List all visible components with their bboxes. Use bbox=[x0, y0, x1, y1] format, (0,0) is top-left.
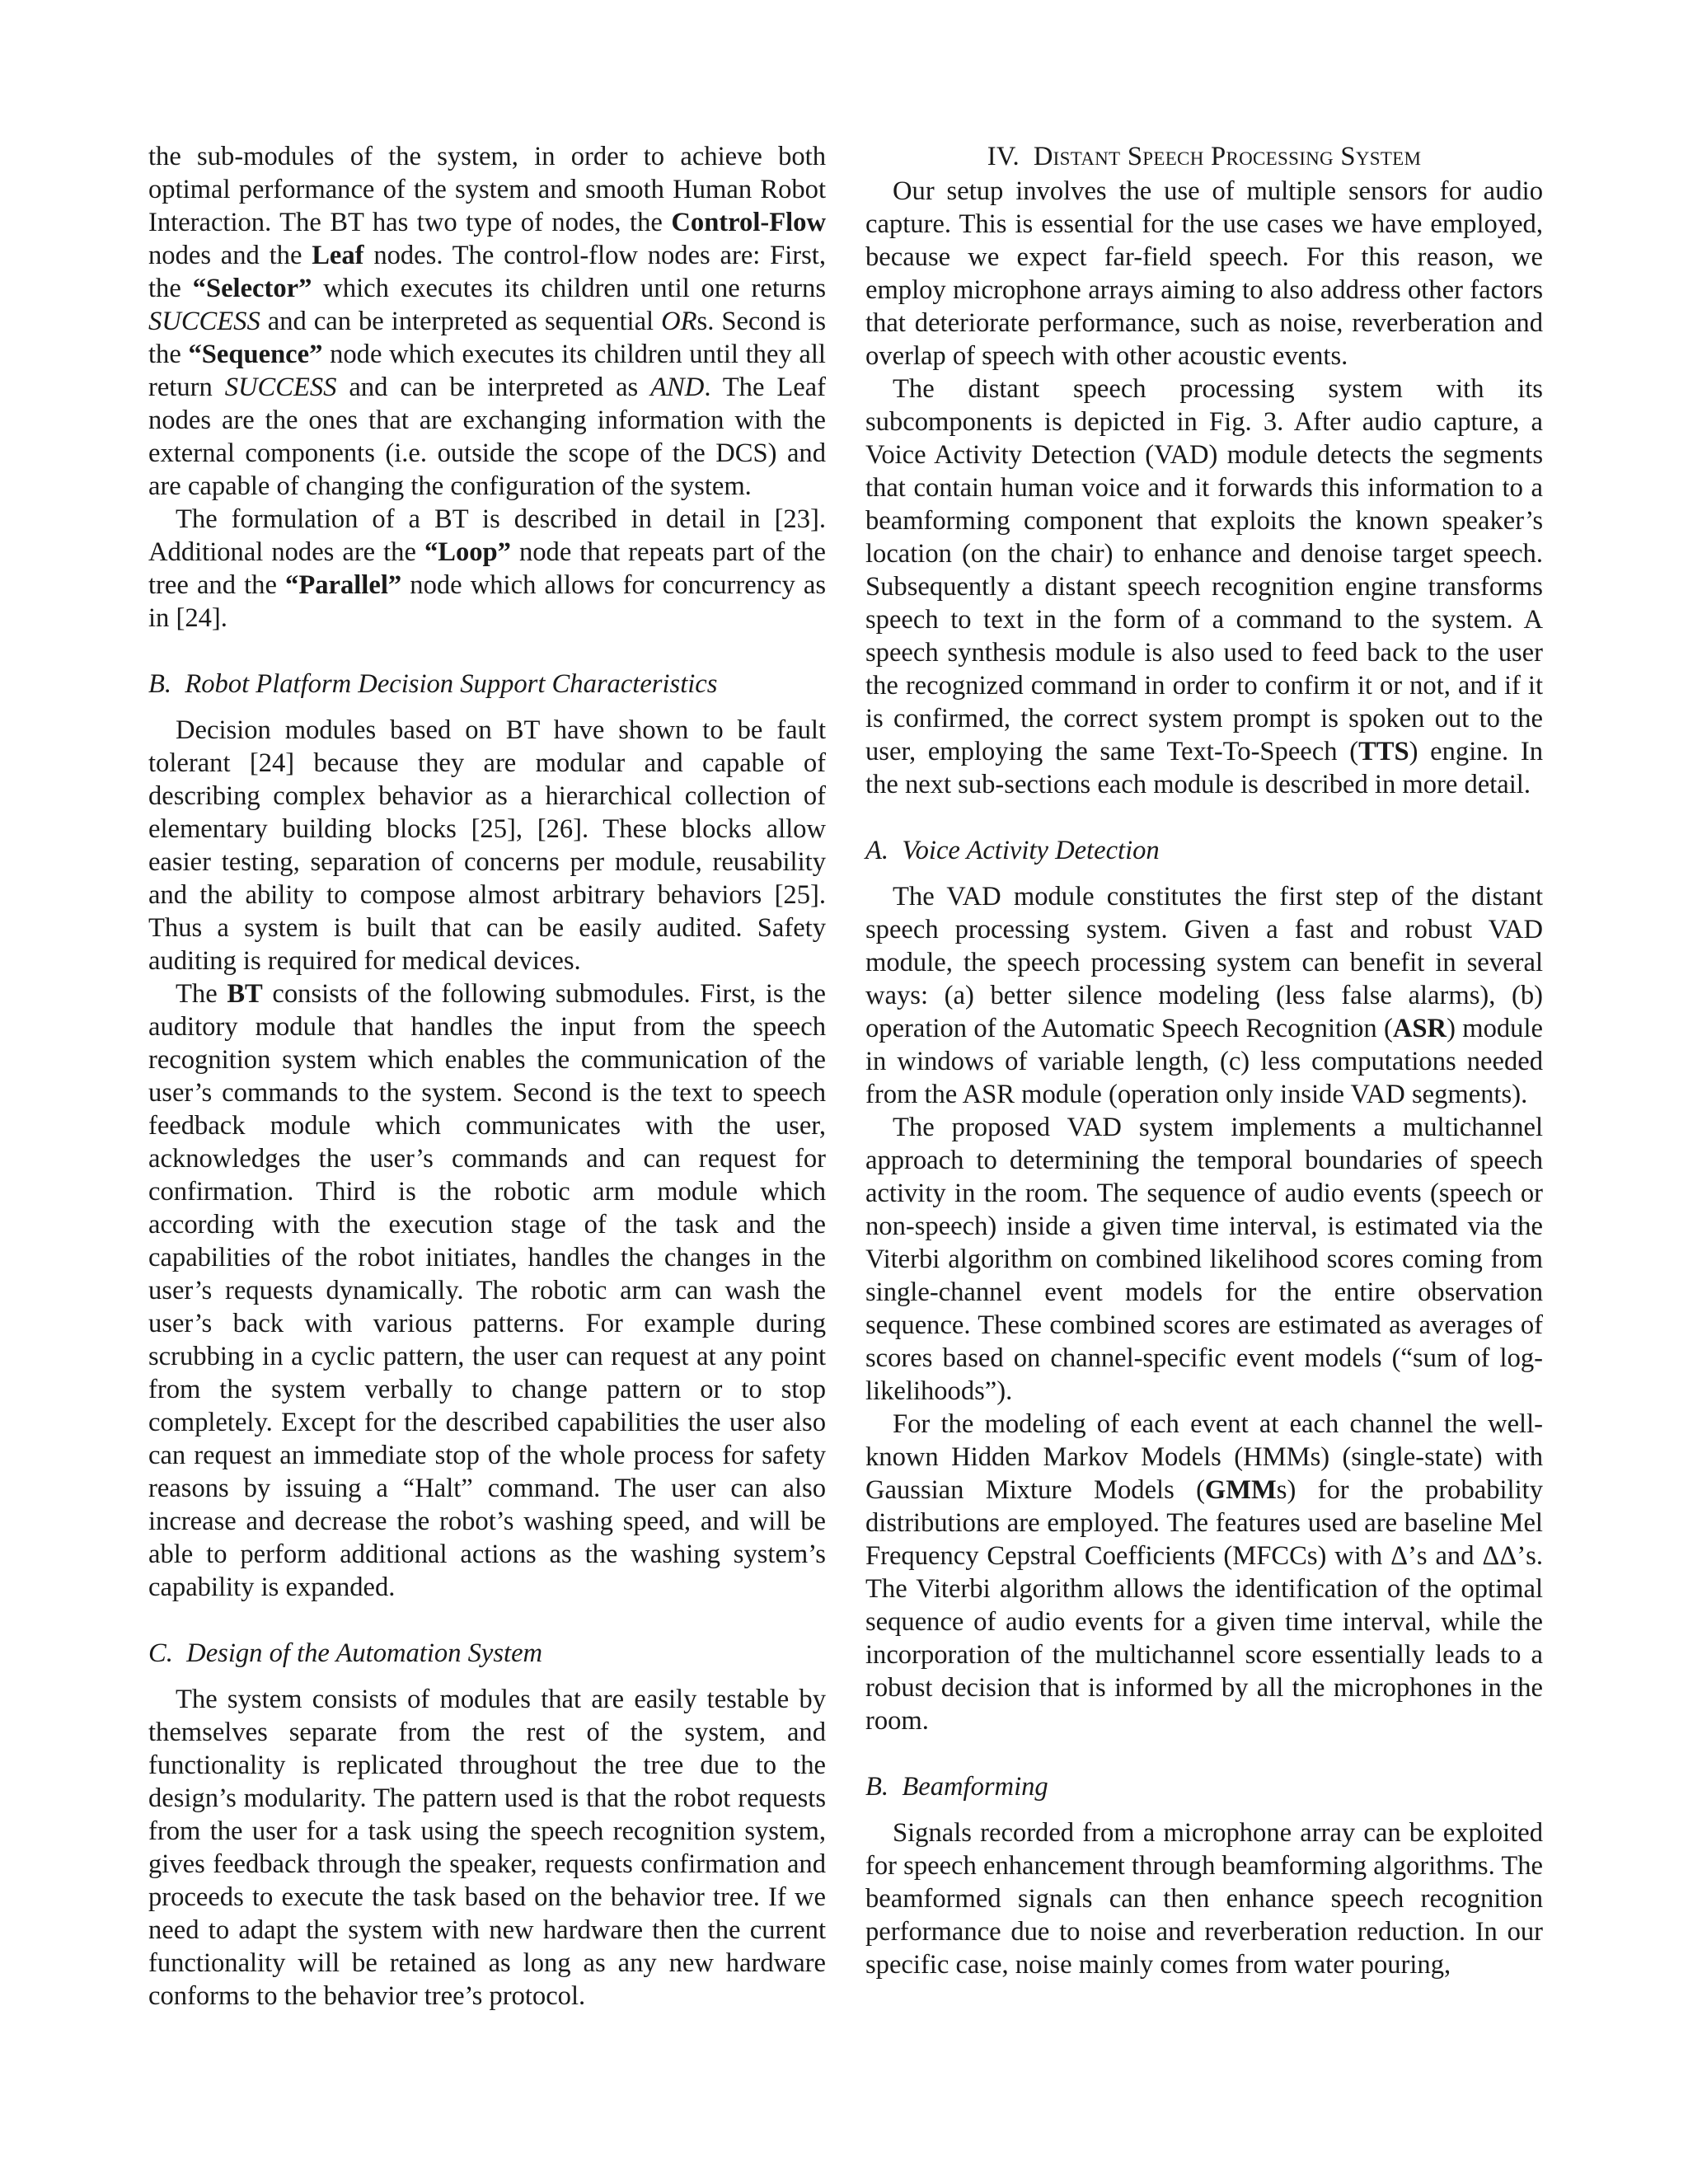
subsection-heading-automation-design: C. Design of the Automation System bbox=[148, 1638, 543, 1668]
paragraph-system-modules: The system consists of modules that are easily testable by themselves separate from the rest of the system, and functionality is replicated throughout the tree due to the design’s modularity. The pattern used is that the robot requests from the user for a task using the speech recognition system, gives feedback through the speaker, requests confirmation and proceeds to execute the task based on the behavior tree. If we need to adapt the system with new hardware then the current functionality will be retained as long as any new hardware conforms to the behavior tree’s protocol. bbox=[148, 1685, 826, 2011]
paragraph-bt-nodes: the sub-modules of the system, in order to achieve both optimal performance of the system and smooth Human Robot Interaction. The BT has two type of nodes, the Control-Flow nodes and the Leaf nodes. The control-flow nodes are: First, the “Selector” which executes its children until one returns SUCCESS and can be interpreted as sequential ORs. Second is the “Sequence” node which executes its children until they all return SUCCESS and can be interpreted as AND. The Leaf nodes are the ones that are exchanging information with the external components (i.e. outside the scope of the DCS) and are capable of changing the configuration of the system. bbox=[148, 142, 827, 501]
left-column bbox=[148, 140, 826, 2013]
paragraph-beamforming: Signals recorded from a microphone array can be exploited for speech enhancement through beamforming algorithms. The beamformed signals can then enhance speech recognition performance due to noise and reverberation reduction. In our specific case, noise mainly comes from water pouring, bbox=[865, 1818, 1543, 1980]
paragraph-bt-formulation: The formulation of a BT is described in detail in [23]. Additional nodes are the “Loop” node that repeats part of the tree and the “Parallel” node which allows for concurrency as in [24]. bbox=[148, 504, 826, 633]
subsection-heading-beamforming: B. Beamforming bbox=[865, 1772, 1048, 1802]
paragraph-hmm-modeling: For the modeling of each event at each channel the well-known Hidden Markov Models (HMMs) (single-state) with Gaussian Mixture Models (GMMs) for the probability distributions are employed. The features used are baseline Mel Frequency Cepstral Coefficients (MFCCs) with Δ’s and ΔΔ’s. The Viterbi algorithm allows the identification of the optimal sequence of audio events for a given time interval, while the incorporation of the multichannel score essentially leads to a robust decision that is informed by all the microphones in the room. bbox=[865, 1409, 1543, 1736]
paragraph-vad-multichannel: The proposed VAD system implements a multichannel approach to determining the temporal boundaries of speech activity in the room. The sequence of audio events (speech or non-speech) inside a given time interval, is estimated via the Viterbi algorithm on combined likelihood scores coming from single-channel event models for the entire observation sequence. These combined scores are estimated as averages of scores based on channel-specific event models (“sum of log-likelihoods”). bbox=[865, 1113, 1543, 1406]
subsection-heading-vad: A. Voice Activity Detection bbox=[865, 836, 1160, 865]
paragraph-setup-sensors: Our setup involves the use of multiple sensors for audio capture. This is essential for the use cases we have employed, because we expect far-field speech. For this reason, we employ microphone arrays aiming to also address other factors that deteriorate performance, such as noise, reverberation and overlap of speech with other acoustic events. bbox=[865, 176, 1543, 371]
paragraph-decision-modules: Decision modules based on BT have shown to be fault tolerant [24] because they are modular and capable of describing complex behavior as a hierarchical collection of elementary building blocks [25], [26]. These blocks allow easier testing, separation of concerns per module, reusability and the ability to compose almost arbitrary behaviors [25]. Thus a system is built that can be easily audited. Safety auditing is required for medical devices. bbox=[148, 715, 826, 976]
right-column bbox=[865, 140, 1543, 1981]
paragraph-processing-overview: The distant speech processing system with its subcomponents is depicted in Fig. 3. After audio capture, a Voice Activity Detection (VAD) module detects the segments that contain human voice and it forwards this information to a beamforming component that exploits the known speaker’s location (on the chair) to enhance and denoise target speech. Subsequently a distant speech recognition engine transforms speech to text in the form of a command to the system. A speech synthesis module is also used to feed back to the user the recognized command in order to confirm it or not, and if it is confirmed, the correct system prompt is spoken out to the user, employing the same Text-To-Speech (TTS) engine. In the next sub-sections each module is described in more detail. bbox=[865, 374, 1544, 799]
section-heading-distant-speech: IV. Distant Speech Processing System bbox=[987, 142, 1422, 171]
subsection-heading-robot-platform: B. Robot Platform Decision Support Characteristics bbox=[148, 669, 718, 699]
paragraph-bt-submodules: The BT consists of the following submodules. First, is the auditory module that handles the input from the speech recognition system which enables the communication of the user’s commands to the system. Second is the text to speech feedback module which communicates with the user, acknowledges the user’s commands and can request for confirmation. Third is the robotic arm module which according with the execution stage of the task and the capabilities of the robot initiates, handles the changes in the user’s requests dynamically. The robotic arm can wash the user’s back with various patterns. For example during scrubbing in a cyclic pattern, the user can request at any point from the system verbally to change pattern or to stop completely. Except for the described capabilities the user also can request an immediate stop of the whole process for safety reasons by issuing a “Halt” command. The user can also increase and decrease the robot’s washing speed, and will be able to perform additional actions as the washing system’s capability is expanded. bbox=[148, 979, 826, 1602]
paragraph-vad-intro: The VAD module constitutes the first step of the distant speech processing system. Given a fast and robust VAD module, the speech processing system can benefit in several ways: (a) better silence modeling (less false alarms), (b) operation of the Automatic Speech Recognition (ASR) module in windows of variable length, (c) less computations needed from the ASR module (operation only inside VAD segments). bbox=[865, 882, 1543, 1109]
